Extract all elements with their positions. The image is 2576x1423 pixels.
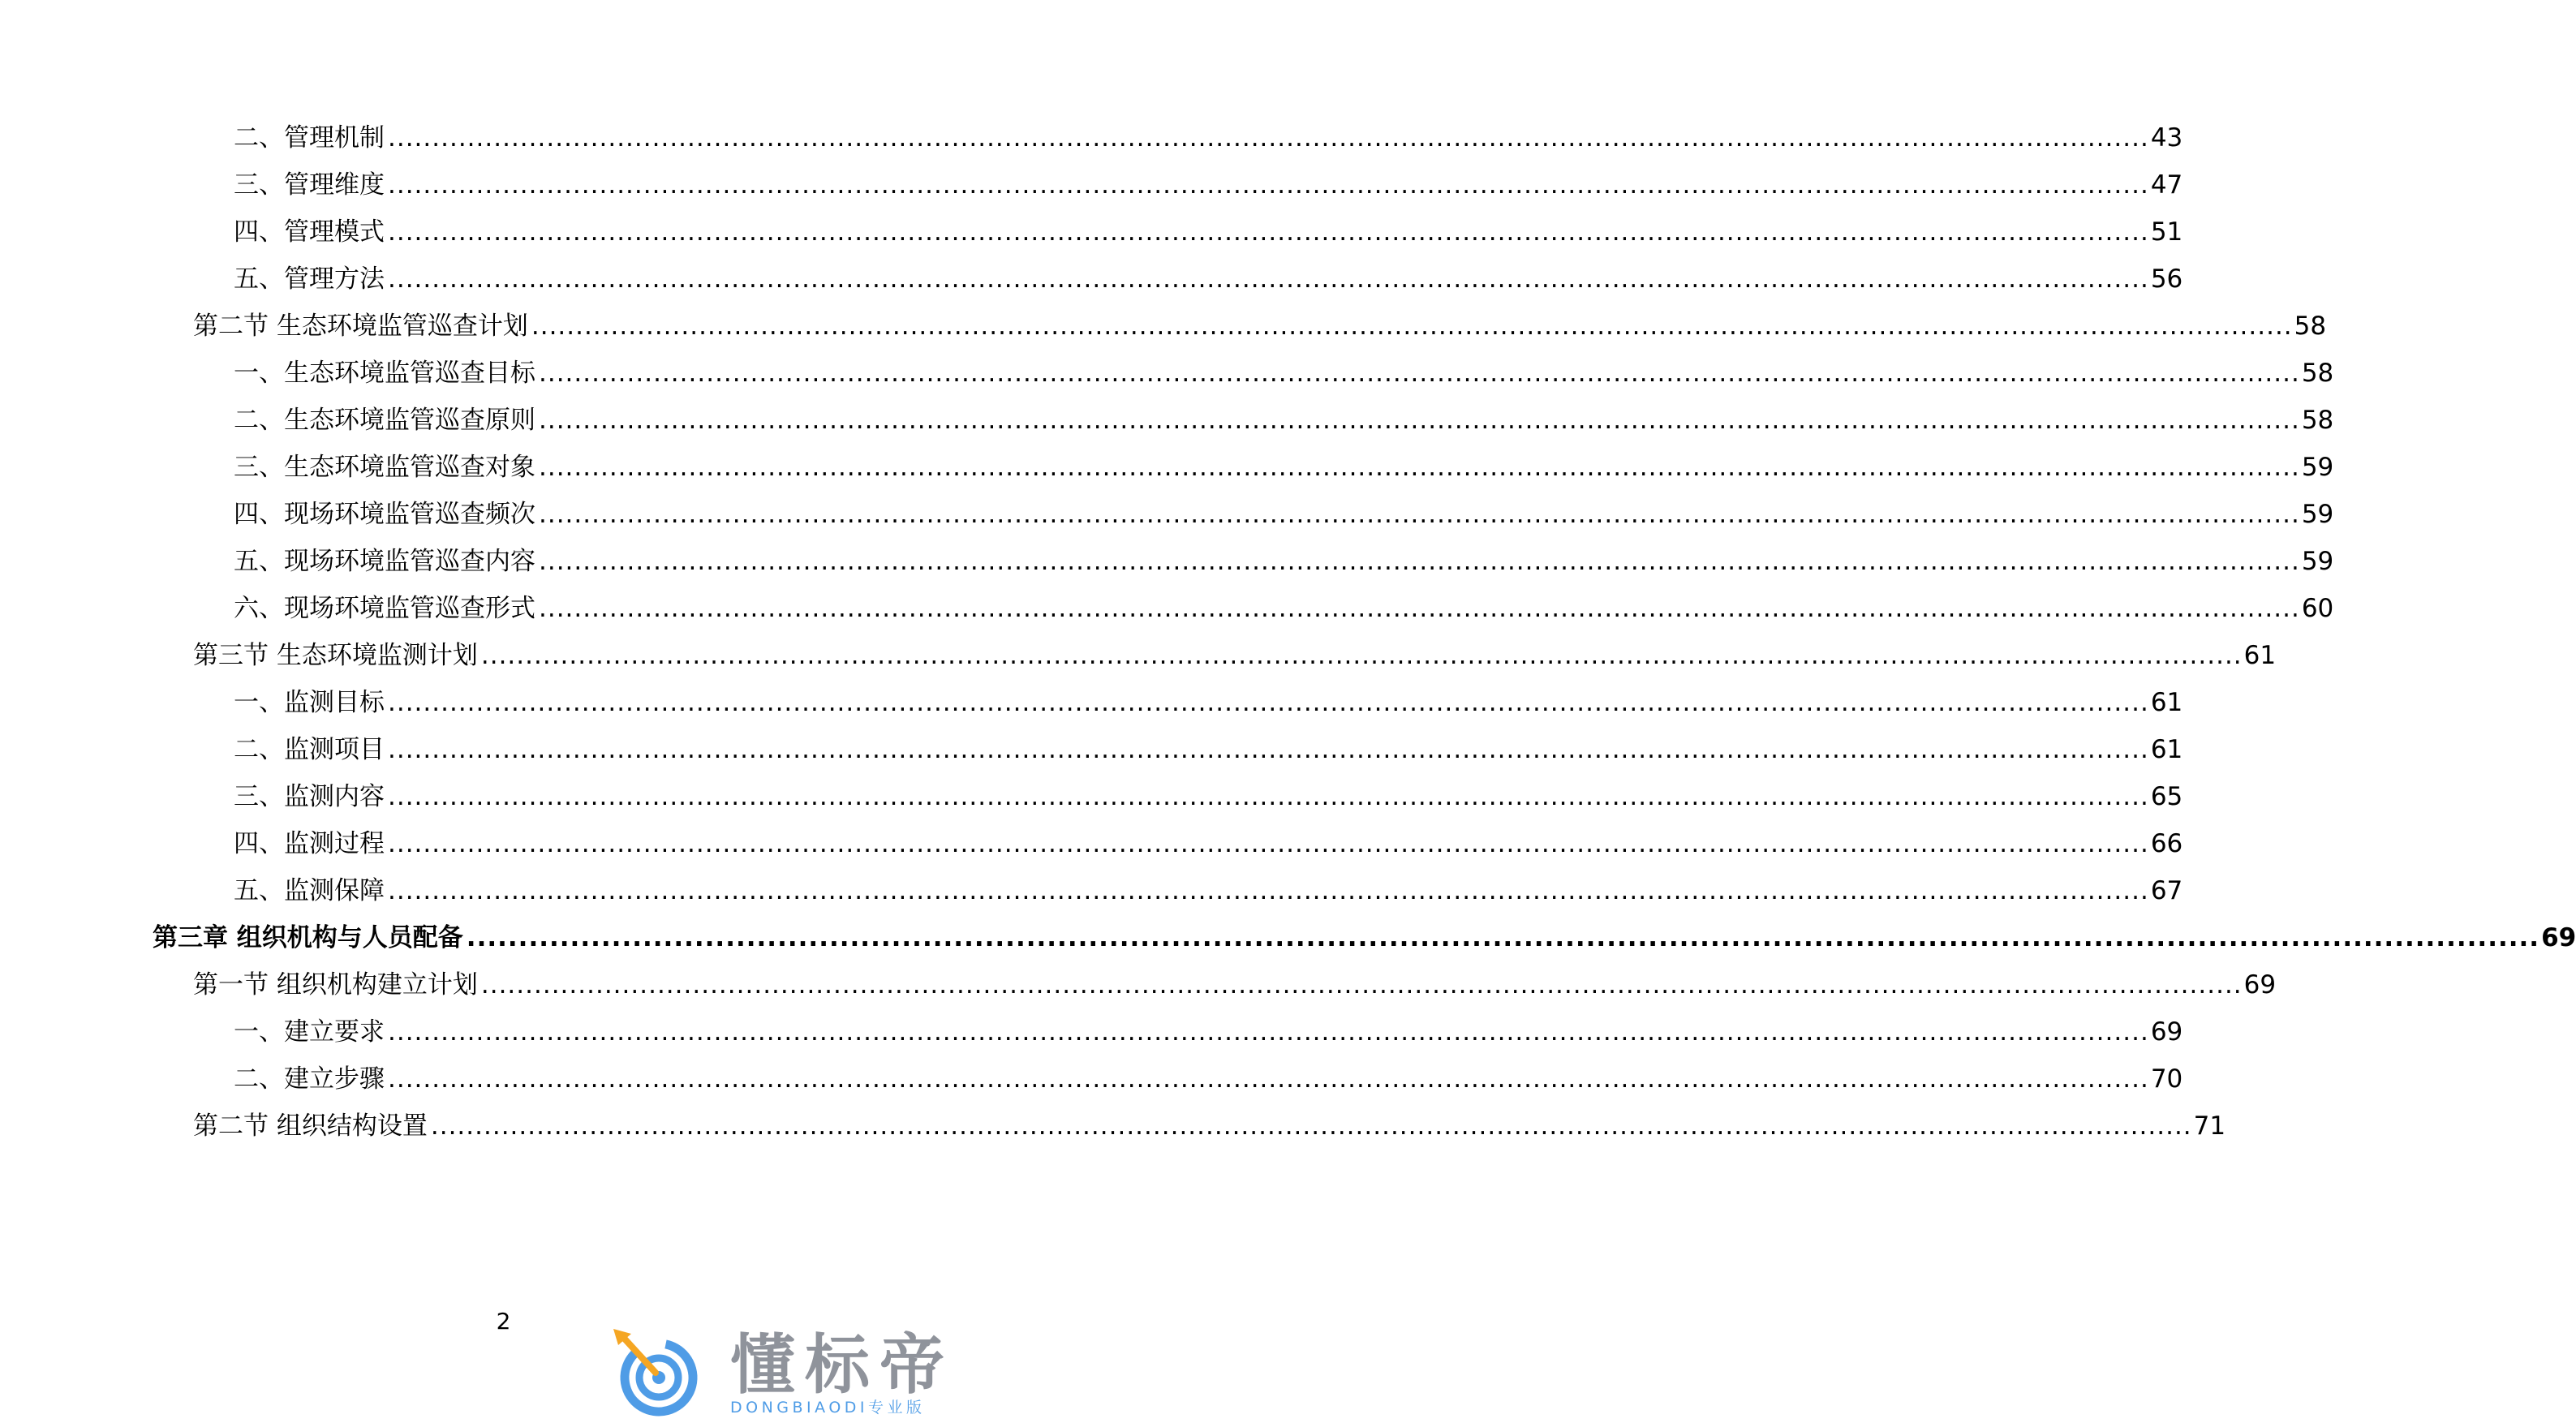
toc-leader-dots: ........................................................................................................................................................................................................ [388,264,2149,294]
toc-entry[interactable] [234,451,2334,484]
watermark-title: 懂标帝 [730,1327,954,1403]
toc-entry[interactable] [234,1016,2183,1048]
toc-entry-page: 69 [2541,923,2576,952]
toc-entry-page: 58 [2301,359,2334,388]
toc-entry-page: 59 [2301,547,2334,576]
toc-entry-title: 五、监测保障 [234,876,385,905]
toc-entry[interactable] [234,357,2334,389]
toc-entry-page: 59 [2301,500,2334,529]
toc-leader-dots: ........................................................................................................................................................................................................ [388,1017,2149,1047]
toc-entry[interactable] [193,969,2277,1001]
toc-leader-dots: ........................................................................................................................................................................................................ [539,594,2300,623]
toc-entry-title: 三、监测内容 [234,782,385,811]
toc-entry[interactable] [234,828,2183,860]
toc-entry-title: 五、管理方法 [234,264,385,294]
toc-entry-title: 四、管理模式 [234,217,385,247]
toc-entry-title: 第二节 组织结构设置 [193,1111,428,1141]
toc-entry-page: 43 [2150,123,2183,153]
watermark-logo [607,1327,988,1418]
toc-leader-dots: ........................................................................................................................................................................................................ [539,359,2300,388]
toc-entry-page: 56 [2150,264,2183,294]
toc-leader-dots: ........................................................................................................................................................................................................ [388,170,2149,200]
toc-entry-page: 58 [2301,406,2334,435]
toc-leader-dots: ........................................................................................................................................................................................................ [539,406,2300,435]
toc-leader-dots: ........................................................................................................................................................................................................ [466,923,2540,952]
target-arrow-icon [607,1327,704,1418]
page-number: 2 [496,1308,511,1335]
toc-entry-chapter[interactable] [153,922,2576,954]
toc-leader-dots: ........................................................................................................................................................................................................ [388,876,2149,905]
toc-entry-title: 三、管理维度 [234,170,385,200]
toc-entry[interactable] [234,592,2334,625]
toc-entry-page: 58 [2294,312,2327,341]
toc-entry-title: 一、建立要求 [234,1017,385,1047]
toc-entry-title: 五、现场环境监管巡查内容 [234,547,535,576]
toc-leader-dots: ........................................................................................................................................................................................................ [388,829,2149,858]
toc-entry[interactable] [234,122,2183,154]
watermark-subtitle: DONGBIAODI专业版 [730,1399,926,1417]
toc-leader-dots: ........................................................................................................................................................................................................ [388,1064,2149,1094]
toc-entry[interactable] [234,404,2334,436]
toc-entry[interactable] [234,875,2183,907]
toc-leader-dots: ........................................................................................................................................................................................................ [388,688,2149,717]
toc-entry[interactable] [234,1063,2183,1095]
toc-entry-page: 65 [2150,782,2183,811]
toc-leader-dots: ........................................................................................................................................................................................................ [539,453,2300,482]
toc-entry-page: 67 [2150,876,2183,905]
toc-entry[interactable] [234,545,2334,578]
toc-leader-dots: ........................................................................................................................................................................................................ [388,217,2149,247]
toc-leader-dots: ........................................................................................................................................................................................................ [430,1111,2192,1141]
toc-entry-title: 第三节 生态环境监测计划 [193,641,478,670]
toc-entry[interactable] [193,639,2277,672]
toc-entry-page: 69 [2150,1017,2183,1047]
toc-entry[interactable] [193,1110,2226,1142]
toc-leader-dots: ........................................................................................................................................................................................................ [539,547,2300,576]
toc-entry-page: 47 [2150,170,2183,200]
toc-entry-title: 一、监测目标 [234,688,385,717]
toc-entry-page: 61 [2243,641,2277,670]
toc-entry-page: 61 [2150,688,2183,717]
toc-entry-title: 二、建立步骤 [234,1064,385,1094]
toc-entry-title: 第三章 组织机构与人员配备 [153,923,463,952]
toc-entry-page: 51 [2150,217,2183,247]
toc-leader-dots: ........................................................................................................................................................................................................ [388,735,2149,764]
toc-entry-page: 69 [2243,970,2277,1000]
toc-entry[interactable] [234,169,2183,201]
toc-entry-page: 61 [2150,735,2183,764]
toc-entry-title: 第二节 生态环境监管巡查计划 [193,312,528,341]
toc-entry[interactable] [193,310,2327,342]
toc-entry-title: 四、监测过程 [234,829,385,858]
toc-leader-dots: ........................................................................................................................................................................................................ [388,123,2149,153]
toc-entry[interactable] [234,733,2183,766]
toc-entry-page: 60 [2301,594,2334,623]
toc-entry-title: 六、现场环境监管巡查形式 [234,594,535,623]
toc-entry[interactable] [234,780,2183,813]
toc-entry[interactable] [234,686,2183,719]
toc-entry-title: 四、现场环境监管巡查频次 [234,500,535,529]
toc-entry-title: 三、生态环境监管巡查对象 [234,453,535,482]
toc-leader-dots: ........................................................................................................................................................................................................ [531,312,2293,341]
toc-entry-page: 66 [2150,829,2183,858]
toc-entry[interactable] [234,498,2334,531]
toc-entry-title: 一、生态环境监管巡查目标 [234,359,535,388]
toc-entry-page: 71 [2193,1111,2226,1141]
toc-entry-page: 59 [2301,453,2334,482]
toc-entry-page: 70 [2150,1064,2183,1094]
toc-leader-dots: ........................................................................................................................................................................................................ [480,970,2243,1000]
toc-leader-dots: ........................................................................................................................................................................................................ [388,782,2149,811]
toc-entry[interactable] [234,216,2183,248]
toc-entry[interactable] [234,263,2183,295]
toc-entry-title: 第一节 组织机构建立计划 [193,970,478,1000]
toc-entry-title: 二、监测项目 [234,735,385,764]
toc-entry-title: 二、管理机制 [234,123,385,153]
toc-leader-dots: ........................................................................................................................................................................................................ [480,641,2243,670]
toc-entry-title: 二、生态环境监管巡查原则 [234,406,535,435]
toc-leader-dots: ........................................................................................................................................................................................................ [539,500,2300,529]
